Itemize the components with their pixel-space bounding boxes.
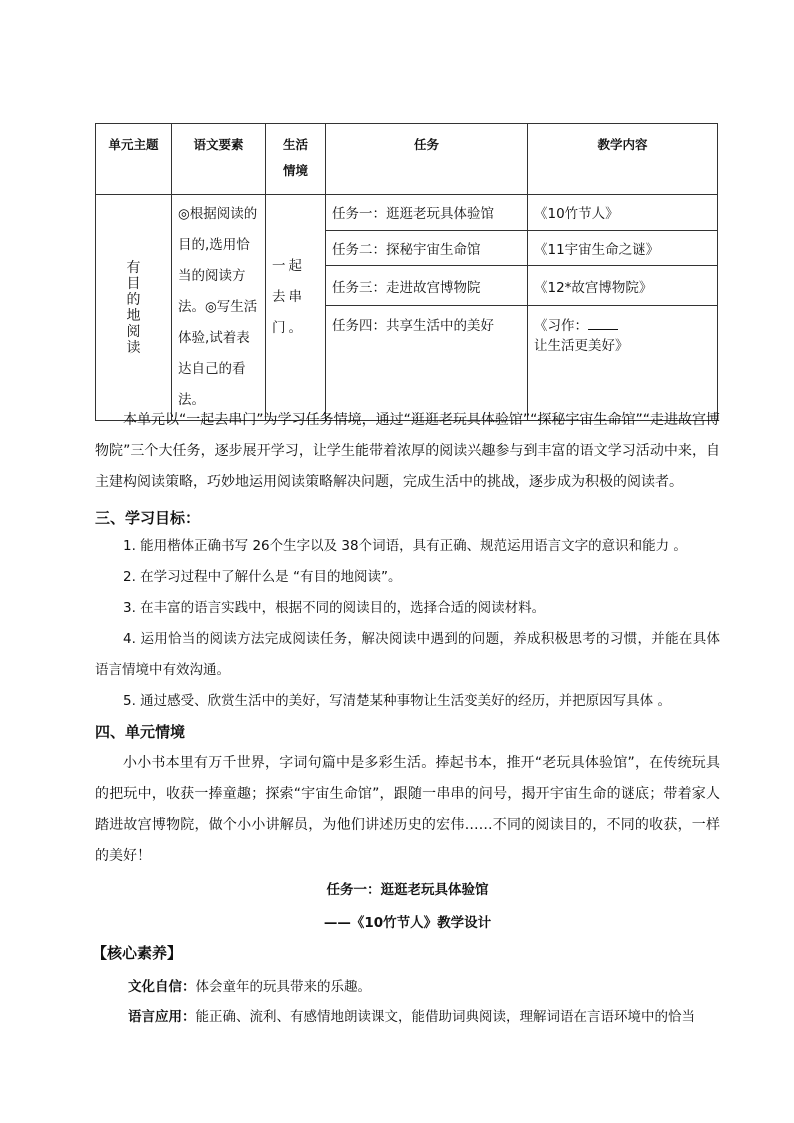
elements-cell: ◎根据阅读的目的,选用恰当的阅读方法。◎写生活体验,试着表达自己的看法。 <box>172 195 266 421</box>
content-suffix: 让生活更美好》 <box>534 337 629 354</box>
table-row <box>96 195 718 231</box>
goal-text: 4. 运用恰当的阅读方法完成阅读任务，解决阅读中遇到的问题，养成积极思考的习惯，并能在具体语言情境中有效沟通。 <box>95 631 720 678</box>
content-cell: 《11宇宙生命之谜》 <box>528 230 718 266</box>
section3-heading: 三、学习目标： <box>95 509 201 527</box>
header-content: 教学内容 <box>528 124 718 195</box>
goal-text: 3. 在丰富的语言实践中，根据不同的阅读目的，选择合适的阅读材料。 <box>123 600 546 616</box>
goal-item <box>95 593 720 624</box>
fill-blank <box>588 317 618 330</box>
header-theme: 单元主题 <box>96 124 172 195</box>
core-item <box>95 975 720 995</box>
core-heading: 【核心素养】 <box>92 944 183 962</box>
content-cell <box>528 305 718 420</box>
core-item <box>95 1005 720 1025</box>
header-context-line1: 生活 <box>282 137 308 152</box>
core-item-text: 能正确、流利、有感情地朗读课文，能借助词典阅读，理解词语在言语环境中的恰当 <box>195 1009 695 1025</box>
table-header-row <box>96 124 718 195</box>
header-context-line2: 情境 <box>282 163 308 178</box>
header-task: 任务 <box>326 124 528 195</box>
core-item-label: 文化自信： <box>128 979 196 995</box>
content-prefix: 《习作： <box>534 317 588 334</box>
core-item-label: 语言应用： <box>128 1009 196 1025</box>
content-cell: 《10竹节人》 <box>528 195 718 231</box>
task1-subtitle: ——《10竹节人》教学设计 <box>323 915 492 931</box>
theme-cell <box>96 195 172 421</box>
task1-title: 任务一：逛逛老玩具体验馆 <box>326 882 489 898</box>
context-cell: 一起去串门。 <box>266 195 326 421</box>
goal-text: 5. 通过感受、欣赏生活中的美好，写清楚某种事物让生活变美好的经历，并把原因写具体 。 <box>123 693 671 709</box>
goal-item <box>95 562 720 593</box>
intro-paragraph: 本单元以“一起去串门”为学习任务情境，通过“逛逛老玩具体验馆”“探秘宇宙生命馆”“走进故宫博物院”三个大任务，逐步展开学习，让学生能带着浓厚的阅读兴趣参与到丰富的语文学习活动中来，自主建构阅读策略，巧妙地运用阅读策略解决问题，完成生活中的挑战，逐步成为积极的阅读者。 <box>95 412 720 490</box>
unit-overview-table <box>95 123 718 421</box>
goal-text: 2. 在学习过程中了解什么是 “有目的地阅读”。 <box>123 569 402 585</box>
context-paragraph: 小小书本里有万千世界，字词句篇中是多彩生活。捧起书本，推开“老玩具体验馆”，在传统玩具的把玩中，收获一捧童趣；探索“宇宙生命馆”，跟随一串串的问号，揭开宇宙生命的谜底；带着家人踏进故宫博物院，做个小小讲解员，为他们讲述历史的宏伟……不同的阅读目的，不同的收获，一样的美好！ <box>95 755 720 864</box>
task-cell: 任务一：逛逛老玩具体验馆 <box>326 195 528 231</box>
task-cell: 任务二：探秘宇宙生命馆 <box>326 230 528 266</box>
core-item-text: 体会童年的玩具带来的乐趣。 <box>195 979 371 995</box>
section4-heading: 四、单元情境 <box>95 723 186 741</box>
task-cell: 任务四：共享生活中的美好 <box>326 305 528 420</box>
content-cell: 《12*故宫博物院》 <box>528 266 718 306</box>
context-paragraph-block <box>95 748 720 872</box>
theme-value: 有目的地阅读 <box>126 259 141 356</box>
header-context <box>266 124 326 195</box>
goal-item <box>95 531 720 562</box>
goal-item <box>95 686 720 717</box>
task-cell: 任务三：走进故宫博物院 <box>326 266 528 306</box>
goal-text: 1. 能用楷体正确书写 26个生字以及 38个词语，具有正确、规范运用语言文字的意识和能力 。 <box>123 538 687 554</box>
header-elements: 语文要素 <box>172 124 266 195</box>
intro-paragraph-block <box>95 405 720 498</box>
goal-item <box>95 624 720 686</box>
